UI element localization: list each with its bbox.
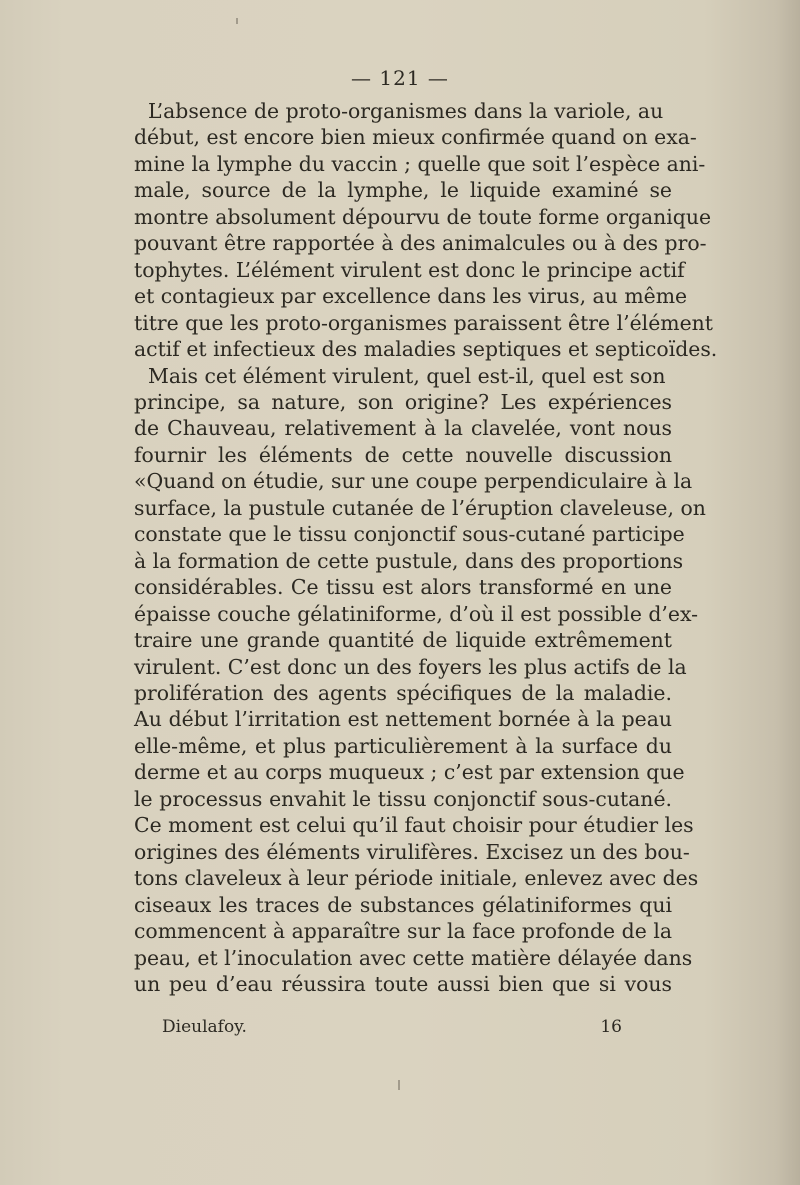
text-line: tons claveleux à leur période initiale, enlevez avec des	[134, 866, 699, 891]
text-line: principe, sa nature, son origine? Les expériences	[134, 389, 672, 414]
text-line: épaisse couche gélatiniforme, d’où il est possible d’ex-	[134, 601, 698, 626]
text-line: considérables. Ce tissu est alors transformé en une	[134, 575, 672, 600]
text-line: surface, la pustule cutanée de l’éruption claveleuse, on	[134, 495, 706, 520]
text-line: Au début l’irritation est nettement bornée à la peau	[134, 707, 672, 732]
text-line: actif et infectieux des maladies septiques et septicoïdes.	[134, 337, 718, 362]
text-line: elle-même, et plus particulièrement à la surface du	[134, 733, 672, 758]
text-line: mine la lymphe du vaccin ; quelle que soit l’espèce ani-	[134, 151, 706, 176]
text-line: à la formation de cette pustule, dans des proportions	[134, 548, 684, 573]
text-line: derme et au corps muqueux ; c’est par extension que	[134, 760, 685, 785]
text-line: male, source de la lymphe, le liquide examiné se	[134, 178, 672, 203]
text-line: «Quand on étudie, sur une coupe perpendiculaire à la	[134, 469, 693, 494]
text-line: virulent. C’est donc un des foyers les plus actifs de la	[134, 654, 687, 679]
text-line: pouvant être rapportée à des animalcules ou à des pro-	[134, 231, 707, 256]
text-line: montre absolument dépourvu de toute forme organique	[134, 204, 712, 229]
body-text	[134, 98, 718, 997]
text-line: un peu d’eau réussira toute aussi bien que si vous	[134, 971, 672, 996]
text-line: constate que le tissu conjonctif sous-cutané participe	[134, 522, 685, 547]
text-line: de Chauveau, relativement à la clavelée, vont nous	[134, 416, 672, 441]
text-line: et contagieux par excellence dans les virus, au même	[134, 284, 688, 309]
text-line: le processus envahit le tissu conjonctif sous-cutané.	[134, 786, 672, 811]
paper-speck	[236, 18, 238, 24]
text-line: Mais cet élément virulent, quel est-il, quel est son	[148, 363, 666, 388]
text-line: prolifération des agents spécifiques de la maladie.	[134, 680, 672, 705]
text-line: traire une grande quantité de liquide extrêmement	[134, 628, 672, 653]
text-line: fournir les éléments de cette nouvelle discussion	[134, 442, 672, 467]
text-line: titre que les proto-organismes paraissent être l’élément	[134, 310, 713, 335]
page-number: — 121 —	[351, 66, 449, 90]
sheet-number: 16	[600, 1017, 622, 1037]
author-signature-mark: Dieulafoy.	[162, 1017, 247, 1037]
text-line: début, est encore bien mieux confirmée quand on exa-	[134, 125, 697, 150]
text-line: origines des éléments virulifères. Excisez un des bou-	[134, 839, 690, 864]
text-line: L’absence de proto-organismes dans la variole, au	[148, 99, 664, 123]
text-line: commencent à apparaître sur la face profonde de la	[134, 919, 672, 944]
page-footer	[162, 1017, 622, 1037]
text-line: tophytes. L’élément virulent est donc le principe actif	[134, 257, 685, 282]
text-line: peau, et l’inoculation avec cette matière délayée dans	[134, 945, 693, 970]
text-line: ciseaux les traces de substances gélatiniformes qui	[134, 892, 672, 917]
paper-speck	[398, 1080, 400, 1090]
text-line: Ce moment est celui qu’il faut choisir pour étudier les	[134, 813, 694, 838]
